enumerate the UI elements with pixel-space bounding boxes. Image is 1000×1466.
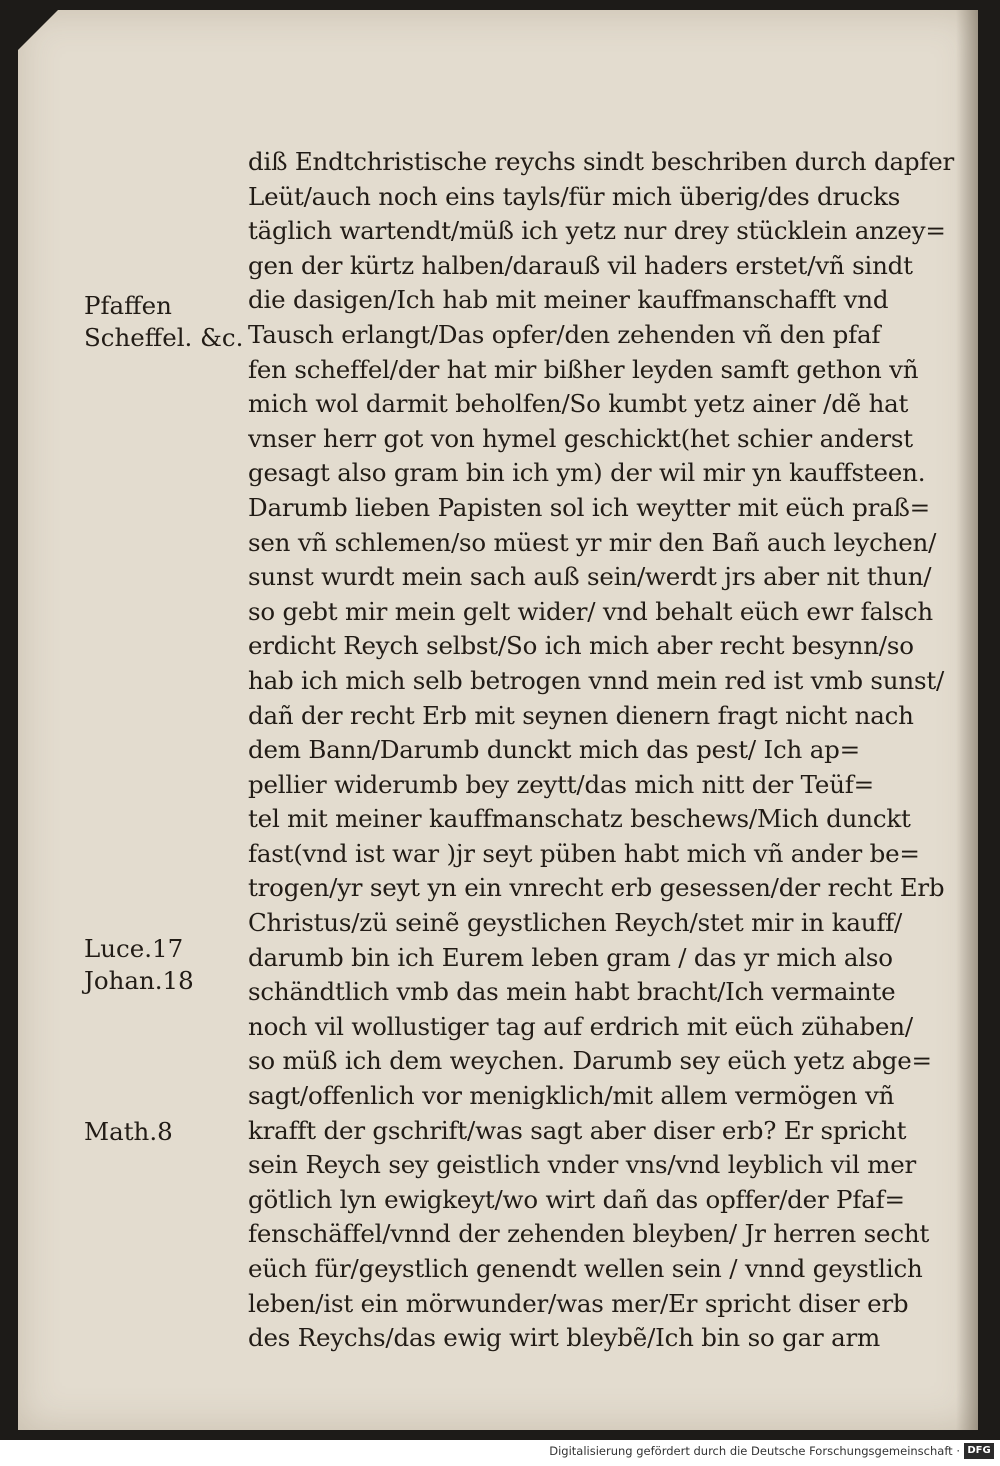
footer-bar	[0, 1440, 1000, 1466]
text-line: tel mit meiner kauffmanschatz beschews/Mich dunckt	[248, 804, 911, 834]
margin-note-pfaffen: Pfaffen	[84, 291, 172, 320]
text-line: täglich wartendt/müß ich yetz nur drey stücklein anzey=	[248, 216, 946, 246]
text-line: sen vñ schlemen/so müest yr mir den Bañ auch leychen/	[248, 527, 937, 557]
text-line: sein Reych sey geistlich vnder vns/vnd leyblich vil mer	[248, 1150, 917, 1180]
text-line: diß Endtchristische reychs sindt beschriben durch dapfer	[248, 147, 955, 176]
text-line: vnser herr got von hymel geschickt(het schier anderst	[248, 423, 913, 453]
torn-corner	[18, 10, 58, 50]
text-line: trogen/yr seyt yn ein vnrecht erb gesessen/der recht Erb	[248, 873, 945, 903]
text-line: hab ich mich selb betrogen vnnd mein red ist vmb sunst/	[248, 665, 945, 695]
text-line: götlich lyn ewigkeyt/wo wirt dañ das opffer/der Pfaf=	[248, 1184, 905, 1214]
text-line: Darumb lieben Papisten sol ich weytter mit eüch praß=	[248, 492, 930, 522]
text-line: gesagt also gram bin ich ym) der wil mir yn kauffsteen.	[248, 458, 926, 488]
margin-note-scheffel: Scheffel. &c.	[84, 323, 244, 352]
text-line: des Reychs/das ewig wirt bleybẽ/Ich bin so gar arm	[248, 1323, 881, 1353]
text-line: schändtlich vmb das mein habt bracht/Ich vermainte	[248, 977, 896, 1007]
text-line: dañ der recht Erb mit seynen dienern fragt nicht nach	[248, 700, 914, 730]
text-line: krafft der gschrift/was sagt aber diser erb? Er spricht	[248, 1115, 907, 1145]
text-line: erdicht Reych selbst/So ich mich aber recht besynn/so	[248, 631, 914, 661]
margin-note-math: Math.8	[84, 1117, 173, 1146]
text-line: fenschäffel/vnnd der zehenden bleyben/ Jr herren secht	[248, 1219, 930, 1249]
text-line: die dasigen/Ich hab mit meiner kauffmanschafft vnd	[248, 285, 889, 315]
margin-note-johan: Johan.18	[84, 966, 194, 995]
text-line: fen scheffel/der hat mir bißher leyden samft gethon vñ	[248, 354, 919, 384]
funding-credit: Digitalisierung gefördert durch die Deutsche Forschungsgemeinschaft ·	[549, 1444, 960, 1458]
text-line: sunst wurdt mein sach auß sein/werdt jrs aber nit thun/	[248, 562, 932, 592]
text-line: darumb bin ich Eurem leben gram / das yr mich also	[248, 942, 893, 972]
text-line: Leüt/auch noch eins tayls/für mich überig/des drucks	[248, 181, 901, 211]
text-line: Christus/zü seinẽ geystlichen Reych/stet mir in kauff/	[248, 908, 903, 938]
text-line: noch vil wollustiger tag auf erdrich mit eüch zühaben/	[248, 1011, 913, 1041]
text-line: so gebt mir mein gelt wider/ vnd behalt eüch ewr falsch	[248, 596, 933, 626]
text-line: Tausch erlangt/Das opfer/den zehenden vñ den pfaf	[248, 319, 881, 349]
text-line: sagt/offenlich vor menigklich/mit allem vermögen vñ	[248, 1081, 895, 1111]
text-line: gen der kürtz halben/darauß vil haders erstet/vñ sindt	[248, 250, 913, 280]
text-line: eüch für/geystlich genendt wellen sein / vnnd geystlich	[248, 1254, 923, 1283]
text-line: fast(vnd ist war )jr seyt püben habt mich vñ ander be=	[248, 838, 920, 868]
text-line: mich wol darmit beholfen/So kumbt yetz ainer /dẽ hat	[248, 389, 909, 419]
text-line: pellier widerumb bey zeytt/das mich nitt der Teüf=	[248, 769, 874, 799]
margin-note-luce: Luce.17	[84, 934, 184, 963]
book-page	[18, 10, 978, 1430]
text-line: so müß ich dem weychen. Darumb sey eüch yetz abge=	[248, 1046, 932, 1076]
body-text	[248, 145, 968, 1356]
dfg-logo: DFG	[964, 1443, 994, 1459]
text-line: leben/ist ein mörwunder/was mer/Er spricht diser erb	[248, 1288, 909, 1318]
text-line: dem Bann/Darumb dunckt mich das pest/ Ich ap=	[248, 735, 860, 765]
